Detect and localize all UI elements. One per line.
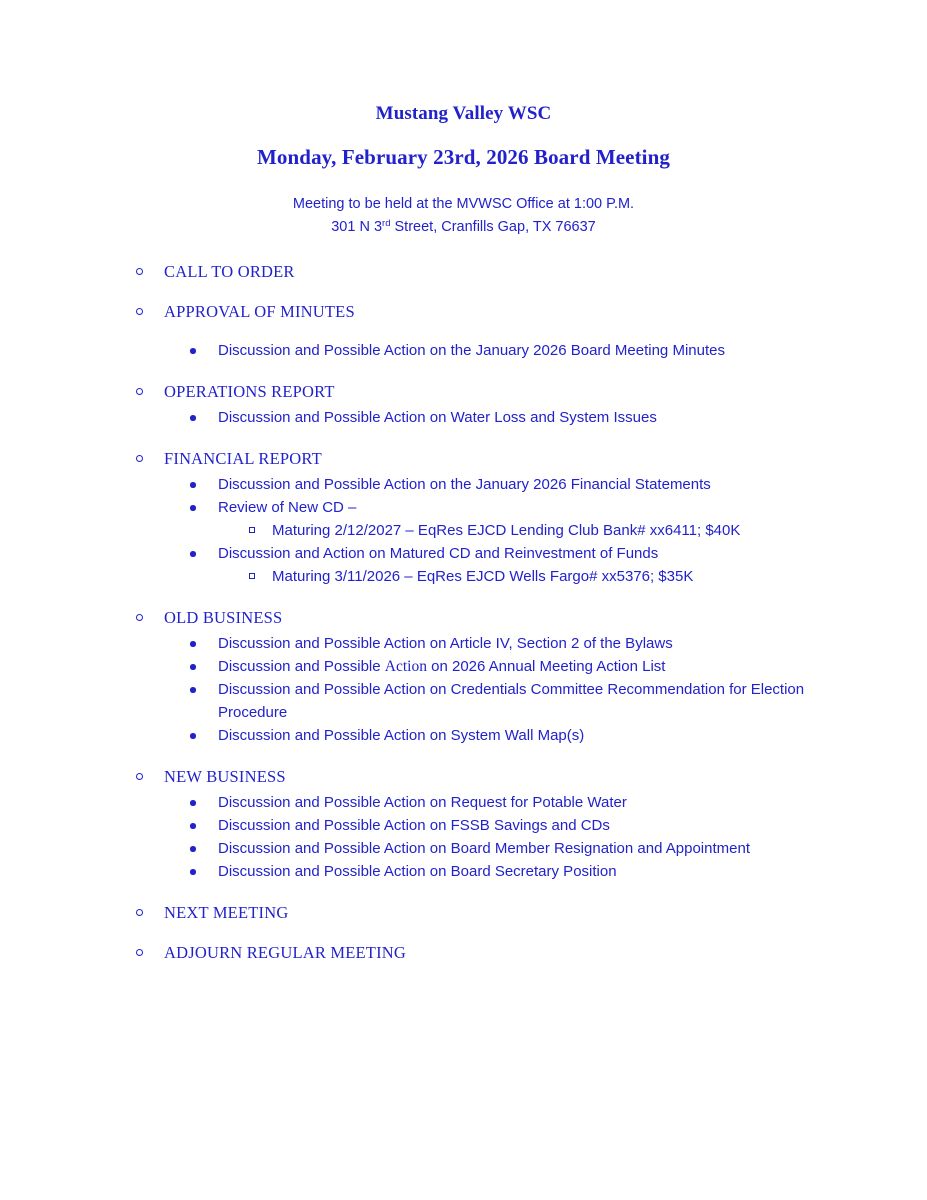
- filled-bullet-marker-icon: [190, 846, 196, 852]
- organization-title: Mustang Valley WSC: [375, 103, 552, 124]
- section-spacer: [0, 429, 927, 449]
- agenda-item: [0, 678, 927, 724]
- agenda-heading-call-to-order: [0, 262, 927, 282]
- venue-line: Meeting to be held at the MVWSC Office at 1:00 P.M.: [292, 196, 635, 212]
- agenda-item-label-part-3: on 2026 Annual Meeting Action List: [426, 658, 666, 675]
- agenda-item: [0, 632, 927, 655]
- heading-label: OLD BUSINESS: [164, 608, 283, 627]
- hollow-circle-marker-icon: [136, 268, 143, 275]
- agenda-item-label: Discussion and Possible Action on Board Member Resignation and Appointment: [218, 840, 750, 857]
- agenda-heading-financial-report: [0, 449, 927, 469]
- agenda-section-financial-report: [0, 449, 927, 588]
- agenda-item: [0, 542, 927, 565]
- address-line: [0, 217, 927, 235]
- document-header: [0, 104, 927, 234]
- agenda-item: [0, 496, 927, 519]
- agenda-section-operations-report: [0, 382, 927, 429]
- address-street-number: 301 N 3: [331, 218, 383, 235]
- filled-bullet-marker-icon: [190, 505, 196, 511]
- agenda-item-label: Discussion and Possible Action on FSSB Savings and CDs: [218, 817, 610, 834]
- filled-bullet-marker-icon: [190, 348, 196, 354]
- hollow-square-marker-icon: [249, 527, 255, 533]
- agenda-item: [0, 860, 927, 883]
- heading-label: FINANCIAL REPORT: [164, 449, 322, 468]
- filled-bullet-marker-icon: [190, 415, 196, 421]
- heading-label: OPERATIONS REPORT: [164, 382, 335, 401]
- agenda-heading-new-business: [0, 767, 927, 787]
- agenda-heading-operations-report: [0, 382, 927, 402]
- agenda-heading-adjourn: [0, 943, 927, 963]
- filled-bullet-marker-icon: [190, 687, 196, 693]
- filled-bullet-marker-icon: [190, 641, 196, 647]
- agenda-section-next-meeting: [0, 903, 927, 923]
- agenda-outline: [0, 262, 927, 963]
- agenda-section-old-business: [0, 608, 927, 747]
- filled-bullet-marker-icon: [190, 823, 196, 829]
- section-spacer: [0, 747, 927, 767]
- agenda-item-label: Discussion and Possible Action on the January 2026 Financial Statements: [218, 476, 711, 493]
- agenda-section-new-business: [0, 767, 927, 883]
- section-spacer: [0, 588, 927, 608]
- agenda-subitem: [0, 519, 927, 542]
- filled-bullet-marker-icon: [190, 869, 196, 875]
- hollow-circle-marker-icon: [136, 614, 143, 621]
- filled-bullet-marker-icon: [190, 733, 196, 739]
- agenda-heading-next-meeting: [0, 903, 927, 923]
- section-spacer: [0, 883, 927, 903]
- agenda-item-label: Review of New CD –: [218, 499, 357, 516]
- hollow-circle-marker-icon: [136, 949, 143, 956]
- address-ordinal-suffix: rd: [382, 217, 391, 229]
- hollow-circle-marker-icon: [136, 909, 143, 916]
- hollow-circle-marker-icon: [136, 773, 143, 780]
- address-remainder: Street, Cranfills Gap, TX 76637: [390, 218, 596, 235]
- heading-label: APPROVAL OF MINUTES: [164, 302, 355, 321]
- agenda-item: [0, 473, 927, 496]
- heading-label: NEXT MEETING: [164, 903, 289, 922]
- agenda-item-label: Discussion and Possible Action on Water Loss and System Issues: [218, 409, 657, 426]
- agenda-item: [0, 724, 927, 747]
- filled-bullet-marker-icon: [190, 664, 196, 670]
- filled-bullet-marker-icon: [190, 482, 196, 488]
- agenda-item-label-part-2: Action: [384, 658, 427, 675]
- agenda-item-label: Discussion and Possible Action on Board Secretary Position: [218, 863, 617, 880]
- agenda-section-adjourn: [0, 943, 927, 963]
- agenda-item-label-part-1: Discussion and Possible: [218, 658, 385, 675]
- agenda-item: [0, 837, 927, 860]
- agenda-item-label: Discussion and Possible Action on the January 2026 Board Meeting Minutes: [218, 342, 725, 359]
- agenda-heading-approval-of-minutes: [0, 302, 927, 322]
- filled-bullet-marker-icon: [190, 800, 196, 806]
- agenda-section-approval-of-minutes: [0, 302, 927, 362]
- agenda-subitem-label: Maturing 2/12/2027 – EqRes EJCD Lending Club Bank# xx6411; $40K: [272, 522, 741, 539]
- item-spacer: [0, 322, 927, 339]
- agenda-subitem-label: Maturing 3/11/2026 – EqRes EJCD Wells Fargo# xx5376; $35K: [272, 568, 694, 585]
- agenda-item-label: Discussion and Possible Action on Article IV, Section 2 of the Bylaws: [218, 635, 673, 652]
- agenda-item: [0, 814, 927, 837]
- agenda-item-label: Discussion and Possible Action on Request for Potable Water: [218, 794, 627, 811]
- agenda-item-label: Discussion and Possible Action on Credentials Committee Recommendation for Election Procedure: [218, 681, 805, 721]
- hollow-circle-marker-icon: [136, 455, 143, 462]
- filled-bullet-marker-icon: [190, 551, 196, 557]
- agenda-item: [0, 406, 927, 429]
- heading-label: NEW BUSINESS: [164, 767, 286, 786]
- section-spacer: [0, 923, 927, 943]
- meeting-title: Monday, February 23rd, 2026 Board Meeting: [257, 145, 670, 169]
- section-spacer: [0, 282, 927, 302]
- section-spacer: [0, 362, 927, 382]
- heading-label: ADJOURN REGULAR MEETING: [164, 943, 407, 962]
- hollow-square-marker-icon: [249, 573, 255, 579]
- heading-label: CALL TO ORDER: [164, 262, 295, 281]
- agenda-item: [0, 655, 927, 678]
- agenda-section-call-to-order: [0, 262, 927, 282]
- agenda-heading-old-business: [0, 608, 927, 628]
- agenda-item: [0, 339, 927, 362]
- agenda-subitem: [0, 565, 927, 588]
- hollow-circle-marker-icon: [136, 388, 143, 395]
- hollow-circle-marker-icon: [136, 308, 143, 315]
- agenda-item: [0, 791, 927, 814]
- agenda-item-label: Discussion and Action on Matured CD and Reinvestment of Funds: [218, 545, 659, 562]
- agenda-item-label: Discussion and Possible Action on System Wall Map(s): [218, 727, 585, 744]
